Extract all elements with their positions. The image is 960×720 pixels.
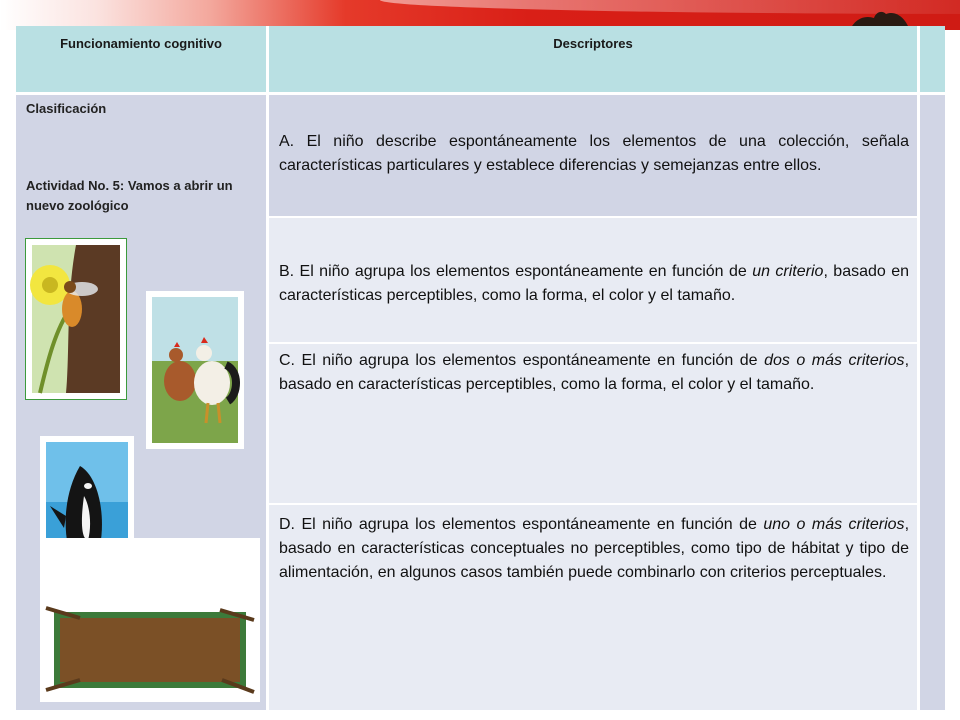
descriptor-emphasis: uno o más criterios bbox=[763, 516, 905, 533]
cognitive-cell bbox=[16, 95, 269, 710]
descriptor-emphasis: un criterio bbox=[752, 263, 824, 280]
descriptor-segment: D. El niño agrupa los elementos espontáneamente en función de bbox=[279, 516, 764, 533]
activity-label: Actividad No. 5: Vamos a abrir un nuevo zoológico bbox=[26, 178, 233, 213]
table-header bbox=[16, 26, 945, 92]
empty-column bbox=[920, 95, 945, 710]
descriptor-d bbox=[269, 505, 917, 710]
descriptor-segment: C. El niño agrupa los elementos espontáneamente en función de bbox=[279, 352, 765, 369]
wooden-frame-card bbox=[40, 538, 260, 702]
header-label: Descriptores bbox=[553, 36, 633, 51]
descriptor-segment: A. El niño describe espontáneamente los elementos de una colección, señala características particulares y establece diferencias y semejanzas entre ellos. bbox=[279, 133, 909, 174]
descriptor-segment: B. El niño agrupa los elementos espontáneamente en función de bbox=[279, 263, 753, 280]
roosters-icon bbox=[146, 291, 244, 449]
header-label: Funcionamiento cognitivo bbox=[60, 36, 222, 51]
descriptor-text bbox=[279, 260, 909, 308]
header-cell-cognitive bbox=[16, 26, 269, 92]
descriptor-segment: , basado en características conceptuales no perceptibles, como tipo de hábitat y tipo de alimentación, en algunos casos también puede combinarlo con criterios perceptuales. bbox=[279, 516, 910, 581]
descriptor-emphasis: dos o más criterios bbox=[764, 352, 905, 369]
category-label: Clasificación bbox=[26, 101, 107, 116]
descriptor-text bbox=[279, 349, 909, 397]
descriptor-segment: , basado en características perceptibles, como la forma, el color y el tamaño. bbox=[279, 352, 910, 393]
wooden-frame-icon bbox=[40, 538, 260, 702]
descriptor-segment: , basado en características perceptibles, como la forma, el color y el tamaño. bbox=[279, 263, 910, 304]
descriptor-b bbox=[269, 218, 917, 342]
descriptor-c bbox=[269, 344, 917, 503]
descriptor-text bbox=[279, 130, 909, 178]
header-cell-descriptors bbox=[269, 26, 920, 92]
descriptor-a bbox=[269, 95, 917, 216]
descriptor-text bbox=[279, 513, 909, 585]
bee-flower-icon bbox=[26, 239, 126, 399]
bee-flower-card bbox=[25, 238, 127, 400]
header-cell-empty bbox=[920, 26, 945, 92]
roosters-card bbox=[146, 291, 244, 449]
descriptor-table bbox=[16, 26, 945, 710]
